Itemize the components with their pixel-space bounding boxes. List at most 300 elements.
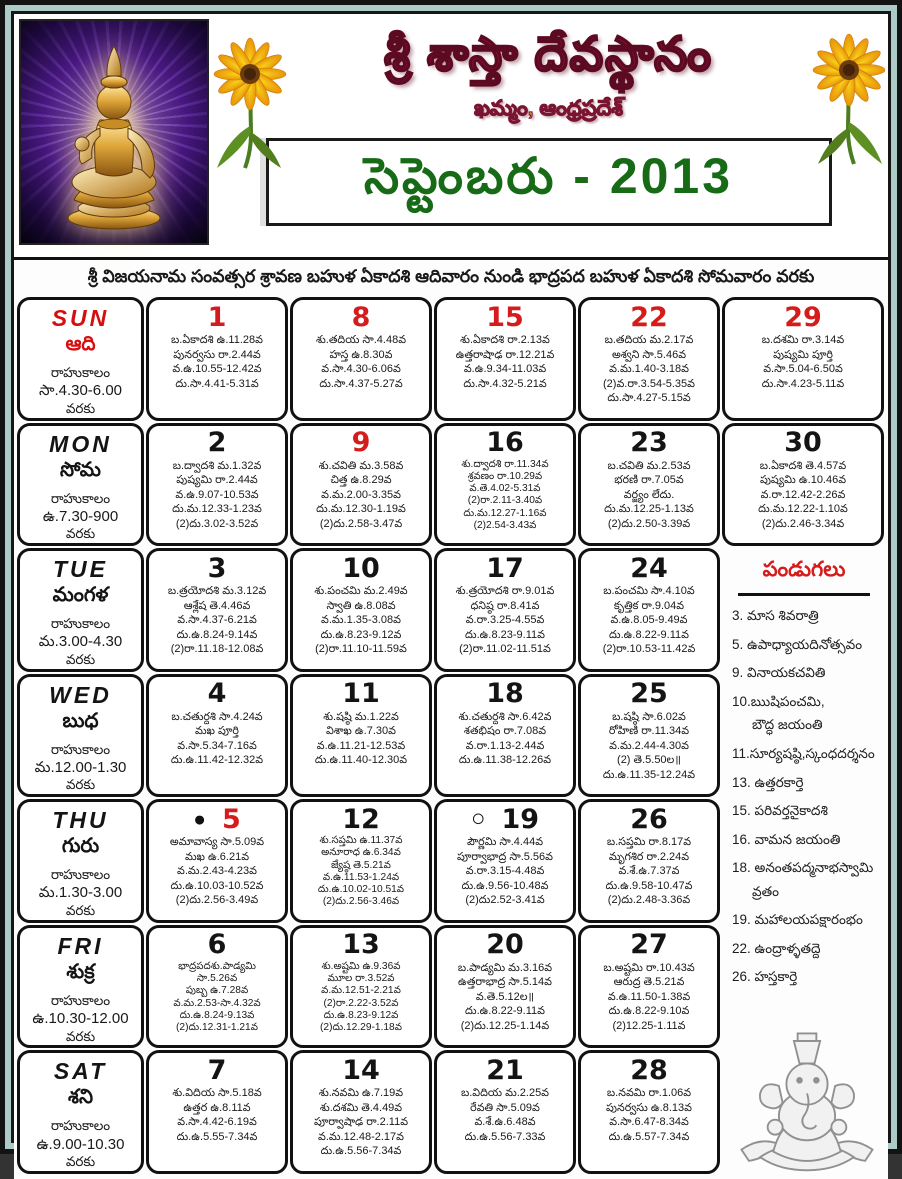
panchangam-line: దు.మ.12.27-1.16వ bbox=[463, 507, 547, 519]
date-row bbox=[630, 804, 668, 834]
day-name-en: SUN bbox=[51, 305, 110, 331]
panchangam-line: దు.ఉ.8.22-9.10వ bbox=[608, 1005, 690, 1018]
panchangam-lines bbox=[603, 333, 695, 406]
festival-item: 19. మహాలయపక్షారంభం bbox=[732, 912, 863, 928]
panchangam-line: వ.మ.1.35-3.08వ bbox=[321, 614, 401, 627]
panchangam-line: వ.మ.2.00-3.35వ bbox=[321, 488, 401, 501]
date-cell-13 bbox=[290, 925, 432, 1049]
panchangam-line: (2)దు.2.48-3.36వ bbox=[607, 894, 691, 907]
panchangam-line: వ.రా.12.42-2.26వ bbox=[760, 488, 846, 501]
panchangam-line: (2)దు.2.56-3.49వ bbox=[175, 894, 259, 907]
panchangam-line: వ.ఉ.9.34-11.03వ bbox=[463, 363, 547, 376]
panchangam-line: ఉత్తరాషాఢ రా.12.21వ bbox=[455, 348, 555, 361]
day-name-en: THU bbox=[52, 807, 109, 834]
panchangam-line: పుష్యమి పూర్తి bbox=[773, 348, 833, 361]
rahukalam-time: మ.1.30-3.00 bbox=[38, 884, 123, 902]
panchangam-line: శు.దశమి తె.4.49వ bbox=[319, 1101, 403, 1114]
date-row bbox=[208, 302, 227, 332]
panchangam-line: స్వాతి ఉ.8.08వ bbox=[326, 599, 396, 612]
panchangam-lines bbox=[168, 584, 266, 657]
day-name-en: FRI bbox=[57, 932, 104, 959]
day-name-telugu: గురు bbox=[61, 835, 100, 858]
date-number: 17 bbox=[486, 552, 524, 584]
panchangam-line: బ.అష్టమి రా.10.43వ bbox=[603, 961, 695, 974]
panchangam-line: (2)దు.2.58-3.47వ bbox=[319, 517, 403, 530]
day-name-telugu: బుధ bbox=[62, 709, 99, 732]
date-cell-24 bbox=[578, 548, 720, 672]
day-label-fri bbox=[17, 925, 144, 1049]
rahukalam-time: ఉ.7.30-900 bbox=[42, 507, 119, 525]
panchangam-line: (2)దు.12.25-1.14వ bbox=[460, 1019, 550, 1032]
panchangam-line: (2)రా.2.11-3.40వ bbox=[467, 495, 543, 507]
temple-location: ఖమ్మం, ఆంధ్రప్రదేశ్ bbox=[474, 97, 623, 120]
date-number: 8 bbox=[351, 301, 371, 333]
date-number: 10 bbox=[342, 552, 380, 584]
panchangam-line: దు.ఉ.5.56-7.34వ bbox=[320, 1145, 402, 1158]
frame-content bbox=[11, 11, 891, 1170]
panchangam-line: దు.ఉ.9.58-10.47వ bbox=[605, 879, 693, 892]
date-row bbox=[352, 302, 371, 332]
panchangam-line: (2)దు.12.31-1.21వ bbox=[176, 1021, 258, 1033]
panchangam-line: వ.సా.4.37-6.21వ bbox=[177, 614, 257, 627]
date-number: 11 bbox=[342, 678, 380, 710]
rahukalam-label: రాహుకాలం bbox=[50, 490, 111, 506]
panchangam-line: (2)వ.రా.3.54-5.35వ bbox=[603, 377, 695, 390]
panchangam-line: (2)దు.2.46-3.34వ bbox=[761, 517, 845, 530]
panchangam-lines bbox=[315, 710, 407, 768]
panchangam-line: బ.చవితి మ.2.53వ bbox=[607, 459, 691, 472]
panchangam-line: (2)దు.3.02-3.52వ bbox=[175, 517, 259, 530]
date-cell-27 bbox=[578, 925, 720, 1049]
panchangam-lines bbox=[606, 1086, 692, 1144]
date-cell-7 bbox=[146, 1050, 288, 1174]
day-label-sun bbox=[17, 297, 144, 421]
rahukalam-time: మ.3.00-4.30 bbox=[38, 633, 123, 651]
day-name-en: MON bbox=[49, 430, 112, 457]
date-number: 3 bbox=[207, 552, 227, 584]
date-cell-15 bbox=[434, 297, 576, 421]
festivals-title: పండుగలు bbox=[738, 558, 870, 596]
panchangam-line: దు.ఉ.11.38-12.26వ bbox=[458, 754, 552, 767]
panchangam-line: (2)దు.2.50-3.39వ bbox=[607, 517, 691, 530]
festival-item: 10.ఋషిపంచమి, bbox=[732, 693, 825, 709]
date-row bbox=[486, 679, 524, 709]
panchangam-line: అనూరాధ ఉ.6.34వ bbox=[321, 847, 401, 859]
rahukalam-suffix: వరకు bbox=[65, 400, 96, 416]
panchangam-line: శు.తదియ సా.4.48వ bbox=[315, 334, 407, 346]
panchangam-line: (2)రా.11.18-12.08వ bbox=[170, 643, 264, 656]
date-number: 26 bbox=[630, 803, 668, 835]
date-number: 25 bbox=[630, 678, 668, 710]
panchangam-line: పుష్యమి ఉ.10.46వ bbox=[759, 474, 847, 487]
panchangam-line: మఖ ఉ.6.21వ bbox=[184, 850, 250, 863]
panchangam-line: (2)దు2.52-3.41వ bbox=[465, 894, 545, 907]
festival-item: 3. మాస శివరాత్రి bbox=[732, 608, 819, 624]
panchangam-line: అమావాస్య సా.5.09వ bbox=[169, 836, 265, 849]
date-cell-19 bbox=[434, 799, 576, 923]
panchangam-line: (2)12.25-1.11వ bbox=[612, 1019, 686, 1032]
panchangam-line: శు.పంచమి మ.2.49వ bbox=[314, 585, 408, 598]
date-cell-14 bbox=[290, 1050, 432, 1174]
panchangam-line: శు.చవితి మ.3.58వ bbox=[318, 459, 404, 472]
panchangam-line: వ.ఉ.11.53-1.24వ bbox=[322, 871, 400, 883]
festival-item: 11.సూర్యషష్ఠి,స్కంధదర్శనం bbox=[732, 745, 875, 761]
panchangam-line: బ.సప్తమి రా.8.17వ bbox=[606, 836, 692, 849]
panchangam-line: వ.రా.1.13-2.44వ bbox=[465, 739, 545, 752]
rahukalam-label: రాహుకాలం bbox=[50, 365, 111, 380]
date-row bbox=[630, 679, 668, 709]
panchangam-line: వ.మ.12.48-2.17వ bbox=[318, 1130, 404, 1143]
panchangam-line: దు.సా.4.27-5.15వ bbox=[607, 392, 691, 405]
date-cell-26 bbox=[578, 799, 720, 923]
panchangam-line: పుష్యమి రా.2.44వ bbox=[176, 474, 258, 487]
month-title: సెప్టెంబరు - 2013 bbox=[266, 138, 832, 226]
panchangam-line: (2)రా.2.22-3.52వ bbox=[323, 997, 399, 1009]
panchangam-line: దు.మ.12.25-1.13వ bbox=[604, 503, 694, 516]
panchangam-line: వ.సా.5.34-7.16వ bbox=[177, 739, 257, 752]
panchangam-lines bbox=[459, 710, 552, 768]
date-row bbox=[342, 930, 380, 960]
panchangam-lines bbox=[316, 459, 406, 532]
rahukalam-label: రాహుకాలం bbox=[50, 1118, 111, 1134]
day-label-wed bbox=[17, 674, 144, 798]
date-cell-30 bbox=[722, 423, 884, 547]
panchangam-line: (2)రా.11.10-11.59వ bbox=[315, 643, 407, 656]
full-moon-icon: ○ bbox=[470, 805, 486, 833]
date-cell-21 bbox=[434, 1050, 576, 1174]
panchangam-line: దు.ఉ.8.22-9.11వ bbox=[465, 1005, 545, 1018]
date-number: 9 bbox=[351, 427, 371, 459]
festival-item: 13. ఉత్తరకార్తె bbox=[732, 774, 804, 790]
panchangam-line: వ.ఉ.11.50-1.38వ bbox=[607, 990, 691, 1003]
panchangam-lines bbox=[603, 584, 696, 657]
date-row bbox=[630, 428, 668, 458]
panchangam-line: దు.ఉ.11.42-12.32వ bbox=[170, 754, 264, 767]
panchangam-line: బ.విదియ మ.2.25వ bbox=[460, 1087, 550, 1100]
panchangam-line: దు.సా.4.23-5.11వ bbox=[761, 377, 845, 390]
rahukalam-time: ఉ.10.30-12.00 bbox=[32, 1010, 129, 1027]
date-cell-28 bbox=[578, 1050, 720, 1174]
date-number: 24 bbox=[630, 552, 668, 584]
panchangam-line: వ.ఉ.9.07-10.53వ bbox=[175, 488, 259, 501]
panchangam-line: వ.మ.2.44-4.30వ bbox=[609, 739, 689, 752]
panchangam-line: వ.శే.ఉ.6.48వ bbox=[474, 1116, 536, 1129]
date-cell-5 bbox=[146, 799, 288, 923]
date-number: 2 bbox=[207, 427, 227, 459]
date-number: 29 bbox=[784, 301, 822, 333]
panchangam-line: బ.దశమి రా.3.14వ bbox=[761, 334, 845, 346]
panchangam-line: దు.ఉ.9.56-10.48వ bbox=[461, 879, 549, 892]
date-row bbox=[208, 679, 227, 709]
festival-list bbox=[732, 606, 882, 996]
panchangam-line: దు.ఉ.5.56-7.33వ bbox=[464, 1130, 546, 1143]
panchangam-line: ఉత్తరాభాద్ర సా.5.14వ bbox=[458, 976, 552, 989]
panchangam-line: దు.ఉ.8.24-9.14వ bbox=[176, 628, 258, 641]
panchangam-lines bbox=[461, 459, 548, 532]
panchangam-line: చిత్త ఉ.8.29వ bbox=[330, 474, 392, 487]
rahukalam-label: రాహుకాలం bbox=[50, 741, 111, 757]
panchangam-line: శు.షష్ఠి మ.1.22వ bbox=[323, 710, 399, 723]
date-number: 18 bbox=[486, 678, 524, 710]
date-cell-29 bbox=[722, 297, 884, 421]
rahukalam-suffix: వరకు bbox=[65, 651, 96, 667]
date-number: 13 bbox=[342, 929, 380, 961]
panchangam-line: మూల రా.3.52వ bbox=[327, 973, 395, 985]
date-cell-23 bbox=[578, 423, 720, 547]
panchangam-line: దు.ఉ.10.02-10.51వ bbox=[317, 884, 405, 896]
panchangam-line: శతభిషం రా.7.08వ bbox=[463, 725, 547, 738]
panchangam-line: దు.ఉ.8.22-9.11వ bbox=[609, 628, 689, 641]
date-cell-16 bbox=[434, 423, 576, 547]
panchangam-line: రోహిణి రా.11.34వ bbox=[608, 725, 690, 738]
panchangam-line: వ.ఉ.10.55-12.42వ bbox=[172, 363, 262, 376]
festival-item: 15. పరివర్తనైకాదశి bbox=[732, 803, 828, 819]
date-number: 6 bbox=[207, 929, 227, 961]
rahukalam-label: రాహుకాలం bbox=[50, 616, 111, 632]
panchangam-lines bbox=[320, 961, 402, 1034]
festivals-panel bbox=[722, 548, 884, 1174]
date-number: 27 bbox=[630, 929, 668, 961]
panchangam-line: శు.ద్వాదశి రా.11.34వ bbox=[461, 458, 549, 470]
date-row bbox=[352, 428, 371, 458]
panchangam-line: పూర్వాషాఢ రా.2.11వ bbox=[313, 1116, 409, 1129]
day-label-tue bbox=[17, 548, 144, 672]
panchangam-lines bbox=[762, 333, 845, 391]
day-label-mon bbox=[17, 423, 144, 547]
day-name-telugu: సోమ bbox=[60, 458, 101, 481]
panchangam-line: అశ్వని సా.5.46వ bbox=[611, 348, 687, 361]
panchangam-line: (2)రా.10.53-11.42వ bbox=[602, 643, 696, 656]
date-number: 15 bbox=[486, 301, 524, 333]
date-row bbox=[342, 804, 380, 834]
rahukalam-time: మ.12.00-1.30 bbox=[34, 758, 127, 776]
panchangam-line: శు.సప్తమి ఉ.11.37వ bbox=[319, 835, 403, 847]
panchangam-lines bbox=[314, 1086, 408, 1159]
date-row bbox=[630, 553, 668, 583]
date-row bbox=[208, 428, 227, 458]
panchangam-line: బ.షష్ఠి సా.6.02వ bbox=[612, 710, 686, 723]
panchangam-line: వ.సా.4.42-6.19వ bbox=[177, 1116, 257, 1129]
day-name-telugu: శుక్ర bbox=[66, 960, 95, 983]
panchangam-line: దు.ఉ.8.24-9.13వ bbox=[179, 1009, 255, 1021]
day-name-en: TUE bbox=[53, 556, 108, 583]
day-name-telugu: ఆది bbox=[65, 333, 96, 355]
panchangam-line: బ.ఏకాదశి ఉ.11.28వ bbox=[171, 334, 263, 346]
panchangam-line: భాద్రపదశు.పాడ్యమి bbox=[178, 960, 256, 972]
panchangam-line: దు.ఉ.11.40-12.30వ bbox=[314, 754, 408, 767]
date-number: 22 bbox=[630, 301, 668, 333]
panchangam-line: హస్త ఉ.8.30వ bbox=[329, 348, 393, 361]
date-number: 12 bbox=[342, 803, 380, 835]
day-label-sat bbox=[17, 1050, 144, 1174]
panchangam-line: వ.తె.4.02-5.31వ bbox=[469, 483, 541, 495]
panchangam-lines bbox=[170, 835, 264, 908]
date-row bbox=[342, 1055, 380, 1085]
panchangam-lines bbox=[316, 333, 406, 391]
date-cell-8 bbox=[290, 297, 432, 421]
panchangam-line: కృత్తిక రా.9.04వ bbox=[613, 599, 685, 612]
panchangam-line: మఖ పూర్తి bbox=[195, 725, 239, 738]
panchangam-line: బ.నవమి రా.1.06వ bbox=[606, 1087, 692, 1100]
panchangam-line: వ.శే.ఉ.7.37వ bbox=[618, 865, 680, 878]
panchangam-line: బ.తదియ మ.2.17వ bbox=[604, 334, 694, 346]
panchangam-line: వ.సా.6.47-8.34వ bbox=[609, 1116, 689, 1129]
rahukalam-suffix: వరకు bbox=[65, 777, 96, 793]
panchangam-lines bbox=[172, 1086, 261, 1144]
panchangam-lines bbox=[173, 961, 260, 1034]
date-number: 19 bbox=[501, 803, 540, 835]
panchangam-line: వ.సా.4.30-6.06వ bbox=[321, 363, 401, 376]
date-row bbox=[784, 428, 822, 458]
panchangam-line: వ.మ.1.40-3.18వ bbox=[609, 363, 689, 376]
day-label-thu bbox=[17, 799, 144, 923]
festival-item: 9. వినాయకచవితి bbox=[732, 665, 826, 681]
panchangam-line: వ.మ.2.53-సా.4.32వ bbox=[173, 997, 261, 1009]
panchangam-lines bbox=[314, 584, 407, 657]
panchangam-line: దు.సా.4.37-5.27వ bbox=[319, 377, 403, 390]
panchangam-line: ఆరుద్ర తె.5.21వ bbox=[613, 976, 685, 989]
date-row bbox=[486, 302, 524, 332]
header-main bbox=[209, 14, 888, 257]
panchangam-line: దు.ఉ.8.23-9.11వ bbox=[465, 628, 545, 641]
panchangam-line: ఉత్తర ఉ.8.11వ bbox=[183, 1101, 251, 1114]
panchangam-line: బ.చతుర్దశి సా.4.24వ bbox=[171, 710, 263, 723]
date-row bbox=[342, 553, 380, 583]
panchangam-line: దు.ఉ.8.23-9.12వ bbox=[320, 628, 402, 641]
panchangam-line: శు.విదియ సా.5.18వ bbox=[172, 1087, 262, 1100]
panchangam-line: బ.పాడ్యమి మ.3.16వ bbox=[457, 961, 553, 974]
temple-title: శ్రీ శాస్తా దేవస్థానం bbox=[384, 27, 713, 80]
festival-item: బౌద్ధ జయంతి bbox=[752, 717, 823, 733]
panchangam-line: పూర్వాభాద్ర సా.5.56వ bbox=[457, 850, 553, 863]
rahukalam-label: రాహుకాలం bbox=[50, 992, 111, 1008]
new-moon-icon: ● bbox=[193, 807, 206, 831]
date-row bbox=[486, 428, 524, 458]
panchangam-line: దు.మ.12.22-1.10వ bbox=[758, 503, 848, 516]
deity-statue-art bbox=[52, 32, 176, 232]
panchangam-line: వర్జ్యం లేదు. bbox=[623, 488, 675, 501]
panchangam-lines bbox=[461, 1086, 549, 1144]
date-row bbox=[486, 930, 524, 960]
panchangam-lines bbox=[606, 835, 693, 908]
date-row bbox=[630, 930, 668, 960]
date-number: 4 bbox=[207, 678, 227, 710]
date-row bbox=[630, 302, 668, 332]
ayyappa-deity-image bbox=[19, 19, 209, 245]
panchangam-line: రేవతి సా.5.09వ bbox=[470, 1101, 540, 1114]
panchangam-lines bbox=[603, 961, 694, 1034]
panchangam-line: పౌర్ణమి సా.4.44వ bbox=[466, 836, 544, 849]
panchangam-lines bbox=[457, 835, 553, 908]
date-cell-4 bbox=[146, 674, 288, 798]
rahukalam-time: ఉ.9.00-10.30 bbox=[36, 1135, 125, 1153]
date-cell-9 bbox=[290, 423, 432, 547]
panchangam-line: దు.ఉ.8.23-9.12వ bbox=[323, 1009, 399, 1021]
header bbox=[14, 14, 888, 260]
festival-item: 22. ఉంద్రాళ్ళతద్దె bbox=[732, 940, 821, 956]
festival-item: 18. అనంతపద్మనాభస్వామి bbox=[732, 860, 874, 876]
date-row bbox=[208, 930, 227, 960]
panchangam-lines bbox=[456, 333, 555, 391]
flower-icon-left bbox=[215, 40, 285, 170]
date-row bbox=[342, 679, 380, 709]
rahukalam-label: రాహుకాలం bbox=[50, 867, 111, 883]
festival-item: 16. వామన జయంతి bbox=[732, 831, 841, 847]
panchangam-line: దు.ఉ.5.55-7.34వ bbox=[176, 1130, 258, 1143]
rahukalam-suffix: వరకు bbox=[65, 1028, 96, 1044]
rahukalam-suffix: వరకు bbox=[65, 526, 96, 542]
panchangam-line: దు.ఉ.10.03-10.52వ bbox=[170, 879, 264, 892]
panchangam-line: దు.సా.4.41-5.31వ bbox=[175, 377, 259, 390]
date-cell-2 bbox=[146, 423, 288, 547]
panchangam-line: (2)రా.11.02-11.51వ bbox=[459, 643, 551, 656]
panchangam-line: దు.మ.12.33-1.23వ bbox=[172, 503, 262, 516]
day-name-telugu: మంగళ bbox=[52, 584, 109, 607]
panchangam-line: విశాఖ ఉ.7.30వ bbox=[326, 725, 396, 738]
date-row bbox=[208, 553, 227, 583]
panchangam-lines bbox=[458, 961, 552, 1034]
panchangam-line: పునర్వసు రా.2.44వ bbox=[173, 348, 261, 361]
panchangam-line: శు.చతుర్దశి సా.6.42వ bbox=[458, 710, 552, 723]
panchangam-line: దు.ఉ.5.57-7.34వ bbox=[608, 1130, 690, 1143]
panchangam-line: వ.ఉ.8.05-9.49వ bbox=[610, 614, 688, 627]
ganesha-art bbox=[732, 1026, 882, 1174]
date-row bbox=[486, 553, 524, 583]
panchangam-line: శు.అష్టమి ఉ.9.36వ bbox=[321, 960, 401, 972]
rahukalam-suffix: వరకు bbox=[65, 902, 96, 918]
date-row bbox=[193, 804, 240, 834]
panchangam-line: (2) తె.5.50ల॥ bbox=[617, 754, 681, 767]
panchangam-line: పునర్వసు ఉ.8.13వ bbox=[606, 1101, 692, 1114]
date-number: 20 bbox=[486, 929, 524, 961]
panchangam-line: పుబ్బ ఉ.7.28వ bbox=[185, 985, 249, 997]
date-number: 21 bbox=[486, 1054, 524, 1086]
day-name-en: WED bbox=[49, 681, 112, 708]
calendar-grid bbox=[14, 296, 888, 1179]
panchangam-line: జ్యేష్ఠ తె.5.21వ bbox=[331, 859, 391, 871]
panchangam-line: బ.ఏకాదశి తె.4.57వ bbox=[759, 459, 847, 472]
panchangam-line: బ.ద్వాదశి మ.1.32వ bbox=[172, 459, 262, 472]
rahukalam-time: సా.4.30-6.00 bbox=[38, 382, 123, 400]
date-cell-10 bbox=[290, 548, 432, 672]
samvatsara-banner: శ్రీ విజయనామ సంవత్సర శ్రావణ బహుళ ఏకాదశి ఆదివారం నుండి భాద్రపద బహుళ ఏకాదశి సోమవారం వరకు bbox=[14, 260, 888, 296]
date-row bbox=[471, 804, 539, 834]
date-cell-1 bbox=[146, 297, 288, 421]
panchangam-line: వ.రా.3.25-4.55వ bbox=[465, 614, 545, 627]
panchangam-line: వ.రా.3.15-4.48వ bbox=[465, 865, 545, 878]
date-number: 23 bbox=[630, 427, 668, 459]
date-cell-11 bbox=[290, 674, 432, 798]
panchangam-lines bbox=[758, 459, 848, 532]
date-number: 28 bbox=[630, 1054, 668, 1086]
date-number: 14 bbox=[342, 1054, 380, 1086]
panchangam-line: ఆశ్లేష తె.4.46వ bbox=[183, 599, 251, 612]
panchangam-line: శు.నవమి ఉ.7.19వ bbox=[318, 1087, 404, 1100]
panchangam-line: వ.సా.5.04-6.50వ bbox=[763, 363, 843, 376]
date-cell-18 bbox=[434, 674, 576, 798]
panchangam-line: దు.సా.4.32-5.21వ bbox=[463, 377, 547, 390]
date-number: 5 bbox=[221, 803, 241, 835]
panchangam-lines bbox=[318, 835, 404, 908]
festival-item: 5. ఉపాధ్యాయదినోత్సవం bbox=[732, 636, 863, 652]
panchangam-line: భరణి రా.7.05వ bbox=[614, 474, 684, 487]
festival-item: 26. హస్తకార్తె bbox=[732, 969, 798, 985]
flower-icon-right bbox=[814, 36, 884, 166]
date-row bbox=[208, 1055, 227, 1085]
panchangam-line: ధనిష్ఠ రా.8.41వ bbox=[470, 599, 540, 612]
date-cell-22 bbox=[578, 297, 720, 421]
panchangam-line: మృగశిర రా.2.24వ bbox=[608, 850, 690, 863]
